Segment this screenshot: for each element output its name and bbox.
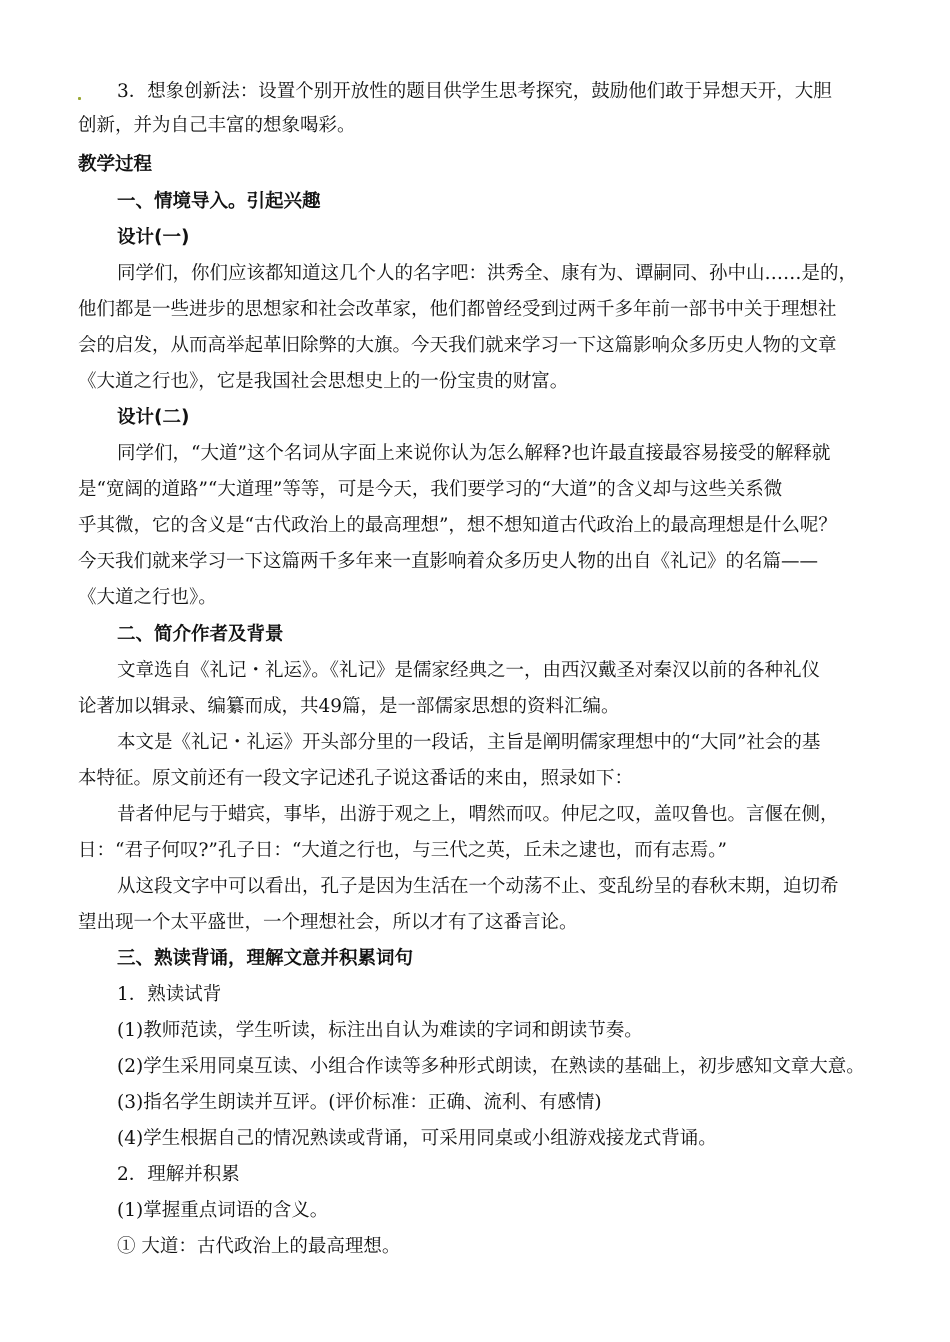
paragraph-line: 他们都是一些进步的思想家和社会改革家，他们都曾经受到过两千多年前一部书中关于理想社 <box>78 299 837 320</box>
section-heading: 教学过程 <box>78 154 153 175</box>
paragraph-line: 同学们，“大道”这个名词从字面上来说你认为怎么解释?也许最直接最容易接受的解释就 <box>117 443 831 464</box>
list-item: (3)指名学生朗读并互评。(评价标准：正确、流利、有感情) <box>117 1092 602 1113</box>
paragraph-line: 同学们，你们应该都知道这几个人的名字吧：洪秀全、康有为、谭嗣同、孙中山……是的， <box>117 263 858 284</box>
paragraph-line: 本特征。原文前还有一段文字记述孔子说这番话的来由，照录如下： <box>78 768 634 789</box>
paragraph-line: 论著加以辑录、编纂而成，共49篇，是一部儒家思想的资料汇编。 <box>78 696 620 717</box>
paragraph-line: 本文是《礼记・礼运》开头部分里的一段话，主旨是阐明儒家理想中的“大同”社会的基 <box>117 732 821 753</box>
section-heading: 三、熟读背诵，理解文意并积累词句 <box>117 948 414 969</box>
section-heading: 二、简介作者及背景 <box>117 624 284 645</box>
paragraph-line: 昔者仲尼与于蜡宾，事毕，出游于观之上，喟然而叹。仲尼之叹，盖叹鲁也。言偃在侧， <box>117 804 839 825</box>
list-item: (1)教师范读，学生听读，标注出自认为难读的字词和朗读节奏。 <box>117 1020 643 1041</box>
section-heading: 一、情境导入。引起兴趣 <box>117 191 321 212</box>
subsection-heading: 设计(二) <box>117 407 190 428</box>
paragraph-line: 《大道之行也》。 <box>78 587 217 608</box>
paragraph-line: 从这段文字中可以看出，孔子是因为生活在一个动荡不止、变乱纷呈的春秋末期，迫切希 <box>117 876 839 897</box>
paragraph-line: 创新，并为自己丰富的想象喝彩。 <box>78 115 356 136</box>
paragraph-line: 会的启发，从而高举起革旧除弊的大旗。今天我们就来学习一下这篇影响众多历史人物的文章 <box>78 335 837 356</box>
list-item: ① 大道：古代政治上的最高理想。 <box>117 1236 401 1257</box>
list-item: (1)掌握重点词语的含义。 <box>117 1200 329 1221</box>
list-item: (4)学生根据自己的情况熟读或背诵，可采用同桌或小组游戏接龙式背诵。 <box>117 1128 717 1149</box>
list-item: 1．熟读试背 <box>117 984 222 1005</box>
paragraph-line: 文章选自《礼记・礼运》。《礼记》是儒家经典之一，由西汉戴圣对秦汉以前的各种礼仪 <box>117 660 821 681</box>
paragraph-line: 今天我们就来学习一下这篇两千多年来一直影响着众多历史人物的出自《礼记》的名篇—— <box>78 551 819 572</box>
paragraph-line: 望出现一个太平盛世，一个理想社会，所以才有了这番言论。 <box>78 912 578 933</box>
paragraph-line: 乎其微，它的含义是“古代政治上的最高理想”，想不想知道古代政治上的最高理想是什么呢？ <box>78 515 837 536</box>
paragraph-line: 3．想象创新法：设置个别开放性的题目供学生思考探究，鼓励他们敢于异想天开，大胆 <box>117 81 832 102</box>
paragraph-line: 是“宽阔的道路”“大道理”等等，可是今天，我们要学习的“大道”的含义却与这些关系微 <box>78 479 783 500</box>
list-item: 2．理解并积累 <box>117 1164 240 1185</box>
decorative-dot <box>78 97 81 100</box>
subsection-heading: 设计(一) <box>117 227 190 248</box>
paragraph-line: 《大道之行也》，它是我国社会思想史上的一份宝贵的财富。 <box>78 371 569 392</box>
list-item: (2)学生采用同桌互读、小组合作读等多种形式朗读，在熟读的基础上，初步感知文章大意。 <box>117 1056 865 1077</box>
paragraph-line: 日：“君子何叹?”孔子日：“大道之行也，与三代之英，丘未之逮也，而有志焉。” <box>78 840 728 861</box>
